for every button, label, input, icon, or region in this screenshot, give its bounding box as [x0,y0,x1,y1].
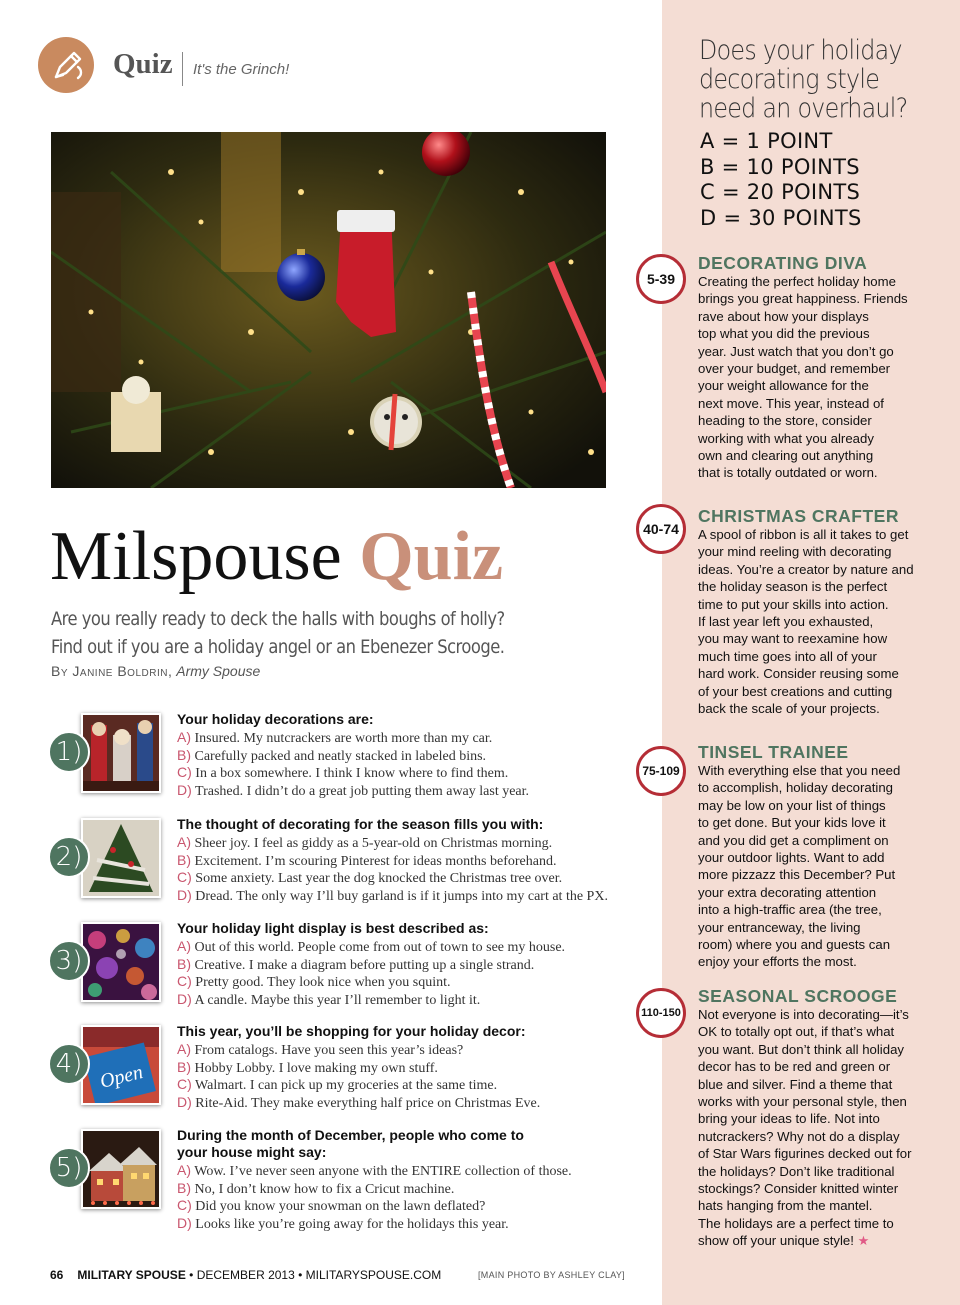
answer-letter: B) [177,1058,191,1075]
answer-c[interactable] [177,764,647,783]
result-line: you want. But don’t think all holiday [698,1041,904,1057]
answer-text: Wow. I’ve never seen anyone with the ENTIRE collection of those. [194,1164,572,1179]
open-sign-text: Open [97,1061,146,1093]
result-tinsel-trainee [698,742,926,971]
result-seasonal-scrooge [698,986,926,1250]
result-line: that is totally outdated or worn. [698,465,878,481]
question-2-thumbnail [81,818,161,898]
title-part-2: Quiz [359,518,504,595]
result-line: blue and silver. Find a theme that [698,1076,893,1092]
footer-separator: • [189,1268,194,1282]
question-text: Your holiday light display is best described as: [177,920,489,936]
answer-letter: D) [177,1093,192,1110]
result-line: the holidays? Don’t like traditional [698,1163,895,1179]
answer-text: Did you know your snowman on the lawn deflated? [195,1199,486,1214]
question-text [177,1127,637,1161]
result-line: more pizzazz this December? Put [698,867,896,883]
question-text: This year, you’ll be shopping for your holiday decor: [177,1023,526,1039]
result-line: A spool of ribbon is all it takes to get [698,527,909,542]
result-line: nutcrackers? Why not do a display [698,1128,900,1144]
sidebar-heading-line: need an overhaul? [699,93,908,124]
question-1-thumbnail [81,713,161,793]
result-line: next move. This year, instead of [698,395,884,411]
result-line: Not everyone is into decorating—it’s [698,1007,909,1022]
sidebar-heading-line: Does your holiday [699,35,902,66]
answer-letter: D) [177,886,192,903]
answer-letter: C) [177,764,192,780]
question-4-thumbnail [81,1025,161,1105]
result-title: TINSEL TRAINEE [698,742,849,762]
question-text: The thought of decorating for the season fills you with: [177,816,544,832]
result-line: decor has to be red and green or [698,1059,891,1075]
answer-text: A candle. Maybe this year I’ll remember to light it. [194,992,481,1008]
result-title: DECORATING DIVA [698,253,868,273]
answer-a[interactable] [177,1041,647,1060]
answer-letter: C) [177,869,192,885]
section-label: Quiz [113,48,173,80]
question-number-badge: 3) [48,940,90,982]
question-number-badge: 2) [48,836,90,878]
points-line: D = 30 POINTS [700,205,862,230]
result-line: time to put your skills into action. [698,596,889,612]
answer-letter: B) [177,851,191,868]
answer-text: Hobby Lobby. I love making my own stuff. [194,1060,438,1076]
answer-letter: B) [177,955,191,972]
result-line: room) where you and guests can [698,937,891,953]
result-line: over your budget, and remember [698,361,891,377]
answer-c[interactable] [177,1197,647,1216]
answer-text: Out of this world. People come from out of town to see my house. [194,940,566,955]
answer-text: Insured. My nutcrackers are worth more than my car. [194,731,493,746]
result-line: enjoy your efforts the most. [698,954,857,970]
question-5-thumbnail [81,1129,161,1209]
result-line: to accomplish, holiday decorating [698,780,893,796]
result-body [698,1006,926,1250]
answer-text: No, I don’t know how to fix a Cricut machine. [194,1181,455,1197]
score-range-badge: 75-109 [636,746,686,796]
result-line: of your best creations and cutting [698,683,893,699]
result-body [698,762,926,971]
answer-letter: D) [177,781,192,798]
byline-author: By Janine Boldrin, [51,663,173,679]
result-line-text: show off your unique style! [698,1233,854,1249]
question-3-thumbnail [81,922,161,1002]
issue-date: DECEMBER 2013 [196,1268,295,1282]
byline-affiliation: Army Spouse [176,663,261,679]
result-body [698,526,926,717]
result-line: hats hanging from the mantel. [698,1198,873,1214]
answer-text: In a box somewhere. I think I know where to find them. [195,766,509,781]
result-line: may be low on your list of things [698,797,886,813]
website-link[interactable]: MILITARYSPOUSE.COM [305,1268,442,1282]
result-line: to get done. But your kids love it [698,815,886,831]
result-line: your outdoor lights. Want to add [698,850,885,866]
result-line: ideas. You’re a creator by nature and [698,561,914,577]
result-line: your weight allowance for the [698,378,869,394]
result-line: If last year left you exhausted, [698,614,874,630]
points-line: B = 10 POINTS [700,154,860,179]
dek [51,605,533,661]
answer-letter: B) [177,746,191,763]
footer-separator: • [298,1268,303,1282]
question-text: Your holiday decorations are: [177,711,374,727]
answer-letter: B) [177,1179,191,1196]
answer-text: Pretty good. They look nice when you squint. [195,975,451,990]
result-line: heading to the store, consider [698,413,872,429]
photo-credit: [MAIN PHOTO BY ASHLEY CLAY] [478,1270,625,1280]
answer-a[interactable] [177,834,647,853]
answer-text: Rite-Aid. They make everything half price on Christmas Eve. [195,1095,541,1111]
answer-text: Looks like you’re going away for the holidays this year. [195,1216,509,1232]
answer-text: Dread. The only way I’ll buy garland is if it jumps into my cart at the PX. [195,888,608,904]
star-icon: ★ [857,1233,870,1249]
question-number-badge: 1) [48,731,90,773]
result-decorating-diva [698,253,926,482]
answer-text: Creative. I make a diagram before putting up a single strand. [194,957,535,973]
answer-letter: A) [177,834,191,850]
result-line [698,1232,926,1249]
dek-line: Find out if you are a holiday angel or an Ebenezer Scrooge. [51,636,505,658]
answer-d[interactable] [177,782,647,801]
result-line: With everything else that you need [698,763,901,778]
answer-letter: D) [177,990,192,1007]
answer-c[interactable] [177,973,647,992]
result-line: stockings? Consider knitted winter [698,1181,899,1197]
title-part-1: Milspouse [50,518,342,595]
answer-a[interactable] [177,729,647,748]
result-line: of Star Wars figurines decked out for [698,1146,912,1162]
result-christmas-crafter [698,506,926,717]
answer-d[interactable] [177,991,647,1010]
answer-letter: A) [177,729,191,745]
result-line: and you did get a compliment on [698,832,889,848]
result-line: your mind reeling with decorating [698,544,892,560]
question-text-line-2: your house might say: [177,1144,327,1160]
points-line: C = 20 POINTS [700,180,861,204]
result-line: top what you did the previous [698,326,870,342]
answer-letter: A) [177,1162,191,1178]
byline [51,663,260,679]
score-range-badge: 5-39 [636,254,686,304]
result-line: brings you great happiness. Friends [698,291,908,307]
answer-letter: A) [177,938,191,954]
sidebar-heading-line: decorating style [699,64,880,95]
score-range-badge: 40-74 [636,504,686,554]
result-line: rave about how your displays [698,308,869,324]
answer-letter: C) [177,1076,192,1092]
score-range-badge: 110-150 [636,988,686,1038]
answer-d[interactable] [177,1094,647,1113]
answer-b[interactable] [177,747,647,766]
result-line: Creating the perfect holiday home [698,274,896,289]
result-line: back the scale of your projects. [698,701,880,717]
answer-a[interactable] [177,1162,647,1181]
answer-letter: C) [177,1197,192,1213]
answer-letter: A) [177,1041,191,1057]
answer-text: Excitement. I’m scouring Pinterest for ideas months beforehand. [194,853,557,869]
result-title: SEASONAL SCROOGE [698,986,898,1006]
magazine-name: MILITARY SPOUSE [77,1268,186,1282]
result-line: much time goes into all of your [698,648,877,664]
answer-text: Some anxiety. Last year the dog knocked the Christmas tree over. [195,871,563,886]
page-title [50,515,503,599]
answer-d[interactable] [177,887,647,906]
result-line: into a high-traffic area (the tree, [698,902,882,918]
answer-b[interactable] [177,1059,647,1078]
answer-b[interactable] [177,852,647,871]
result-line: your extra decorating attention [698,884,877,900]
question-number-badge: 5) [48,1147,90,1189]
result-body [698,273,926,482]
answer-d[interactable] [177,1215,647,1234]
dek-line: Are you really ready to deck the halls with boughs of holly? [51,608,505,630]
result-line: you may want to reexamine how [698,631,888,647]
answer-text: Sheer joy. I feel as giddy as a 5-year-old on Christmas morning. [194,836,553,851]
answer-c[interactable] [177,1076,647,1095]
result-line: year. Just watch that you don’t go [698,343,894,359]
result-line: your entranceway, the living [698,919,861,935]
question-number-badge: 4) [48,1043,90,1085]
answer-text: Trashed. I didn’t do a great job putting them away last year. [195,783,530,799]
answer-letter: C) [177,973,192,989]
question-text-line-1: During the month of December, people who come to [177,1127,524,1143]
sidebar-heading [699,36,910,123]
answer-b[interactable] [177,956,647,975]
result-line: the holiday season is the perfect [698,579,888,595]
section-subtitle: It's the Grinch! [193,61,290,78]
result-line: bring your ideas to life. Not into [698,1111,880,1127]
result-title: CHRISTMAS CRAFTER [698,506,899,526]
page-number: 66 [50,1268,64,1282]
answer-letter: D) [177,1214,192,1231]
result-line: works with your personal style, then [698,1094,907,1110]
points-line: A = 1 POINT [700,129,833,153]
result-line: The holidays are a perfect time to [698,1215,894,1231]
result-line: own and clearing out anything [698,448,874,464]
answer-text: Walmart. I can pick up my groceries at the same time. [195,1078,498,1093]
result-line: working with what you already [698,430,874,446]
answer-text: From catalogs. Have you seen this year’s ideas? [194,1043,464,1058]
header-divider [182,52,183,86]
main-photo [51,132,606,488]
page-footer [50,1268,441,1282]
answer-b[interactable] [177,1180,647,1199]
result-line: hard work. Consider reusing some [698,666,899,682]
answer-c[interactable] [177,869,647,888]
answer-text: Carefully packed and neatly stacked in labeled bins. [194,748,487,764]
points-key [700,129,862,231]
result-line: OK to totally opt out, if that’s what [698,1024,895,1040]
answer-a[interactable] [177,938,647,957]
pencil-icon [38,37,94,93]
